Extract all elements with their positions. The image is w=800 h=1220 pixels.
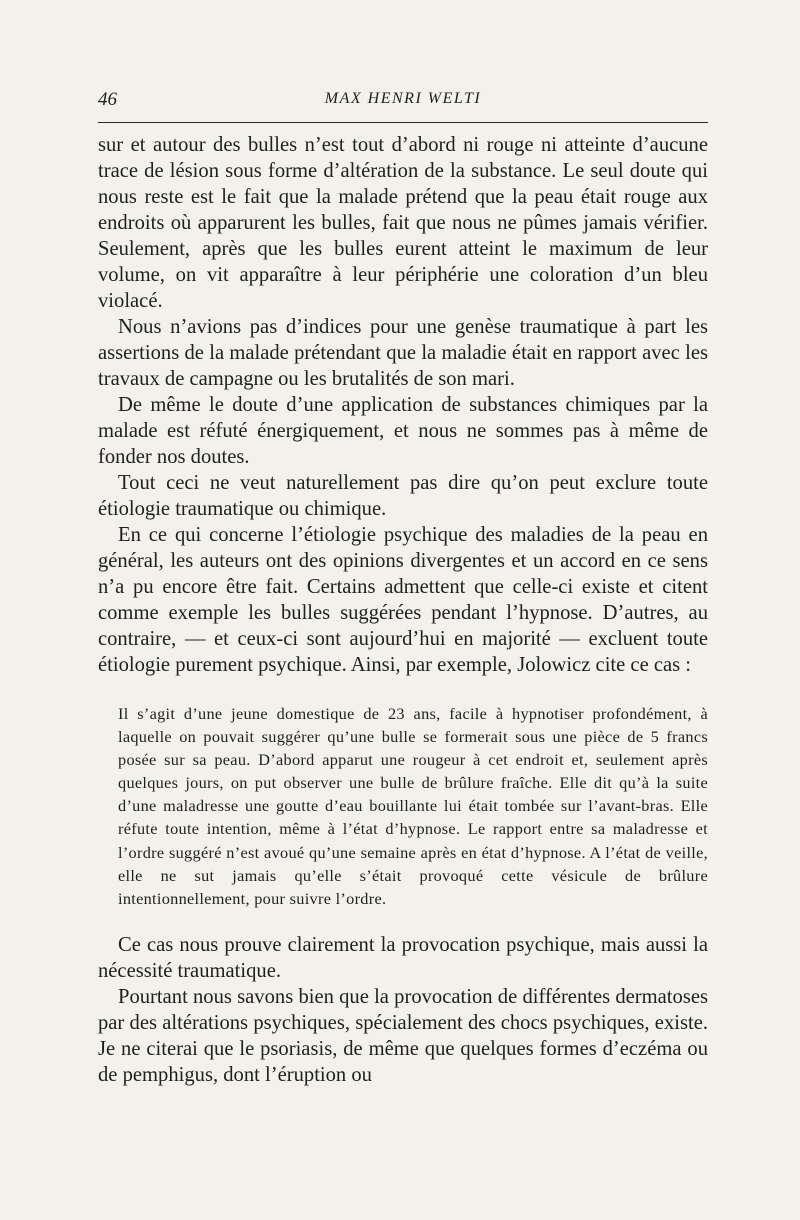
paragraph-continued: sur et autour des bulles n’est tout d’abord ni rouge ni atteinte d’aucune trace de lésion sous forme d’altération de la substance. Le seul doute qui nous reste est le fait que la malade prétend que la peau était rouge aux endroits où apparurent les bulles, fait que nous ne pûmes jamais vérifier. Seulement, après que les bulles eurent atteint le maximum de leur volume, on vit apparaître à leur périphérie une coloration d’un bleu violacé. — [98, 134, 708, 312]
page-number: 46 — [98, 89, 117, 110]
paragraph-etiology-note: Tout ceci ne veut naturellement pas dire qu’on peut exclure toute étiologie traumatique ou chimique. — [98, 472, 708, 520]
paragraph-dermatoses: Pourtant nous savons bien que la provocation de différentes dermatoses par des altérations psychiques, spécialement des chocs psychiques, existe. Je ne citerai que le psoriasis, de même que quelques formes d’eczéma ou de pemphigus, dont l’éruption ou — [98, 985, 708, 1086]
running-header — [98, 89, 708, 113]
body-text — [98, 132, 708, 1088]
block-quote-case: Il s’agit d’une jeune domestique de 23 ans, facile à hypnotiser profondément, à laquelle on pouvait suggérer qu’une bulle se formerait sous une pièce de 5 francs posée sur sa peau. D’abord apparut une rougeur à cet endroit et, seulement après quelques jours, on put observer une bulle de brûlure fraîche. Elle dit qu’à la suite d’une maladresse une goutte d’eau bouillante lui était tombée sur l’avant-bras. Elle réfute toute intention, même à l’état d’hypnose. Le rapport entre sa maladresse et l’ordre suggéré n’est avoué qu’une semaine après en état d’hypnose. A l’état de veille, elle ne sut jamais qu’elle s’était provoqué cette vésicule de brûlure intentionnellement, pour suivre l’ordre. — [118, 704, 708, 908]
running-title: MAX HENRI WELTI — [324, 90, 482, 107]
paragraph-chemical-doubt: De même le doute d’une application de substances chimiques par la malade est réfuté énergiquement, et nous ne sommes pas à même de fonder nos doutes. — [98, 394, 708, 468]
paragraph-case-conclusion: Ce cas nous prouve clairement la provocation psychique, mais aussi la nécessité traumatique. — [98, 933, 708, 982]
paragraph-traumatic-genesis: Nous n’avions pas d’indices pour une genèse traumatique à part les assertions de la malade prétendant que la maladie était en rapport avec les travaux de campagne ou les brutalités de son mari. — [98, 316, 708, 390]
header-rule — [98, 122, 708, 123]
paragraph-psychic-etiology: En ce qui concerne l’étiologie psychique des maladies de la peau en général, les auteurs ont des opinions divergentes et un accord en ce sens n’a pu encore être fait. Certains admettent que celle-ci existe et citent comme exemple les bulles suggérées pendant l’hypnose. D’autres, au contraire, — et ceux-ci sont aujourd’hui en majorité — excluent toute étiologie purement psychique. Ainsi, par exemple, Jolowicz cite ce cas : — [98, 524, 708, 676]
